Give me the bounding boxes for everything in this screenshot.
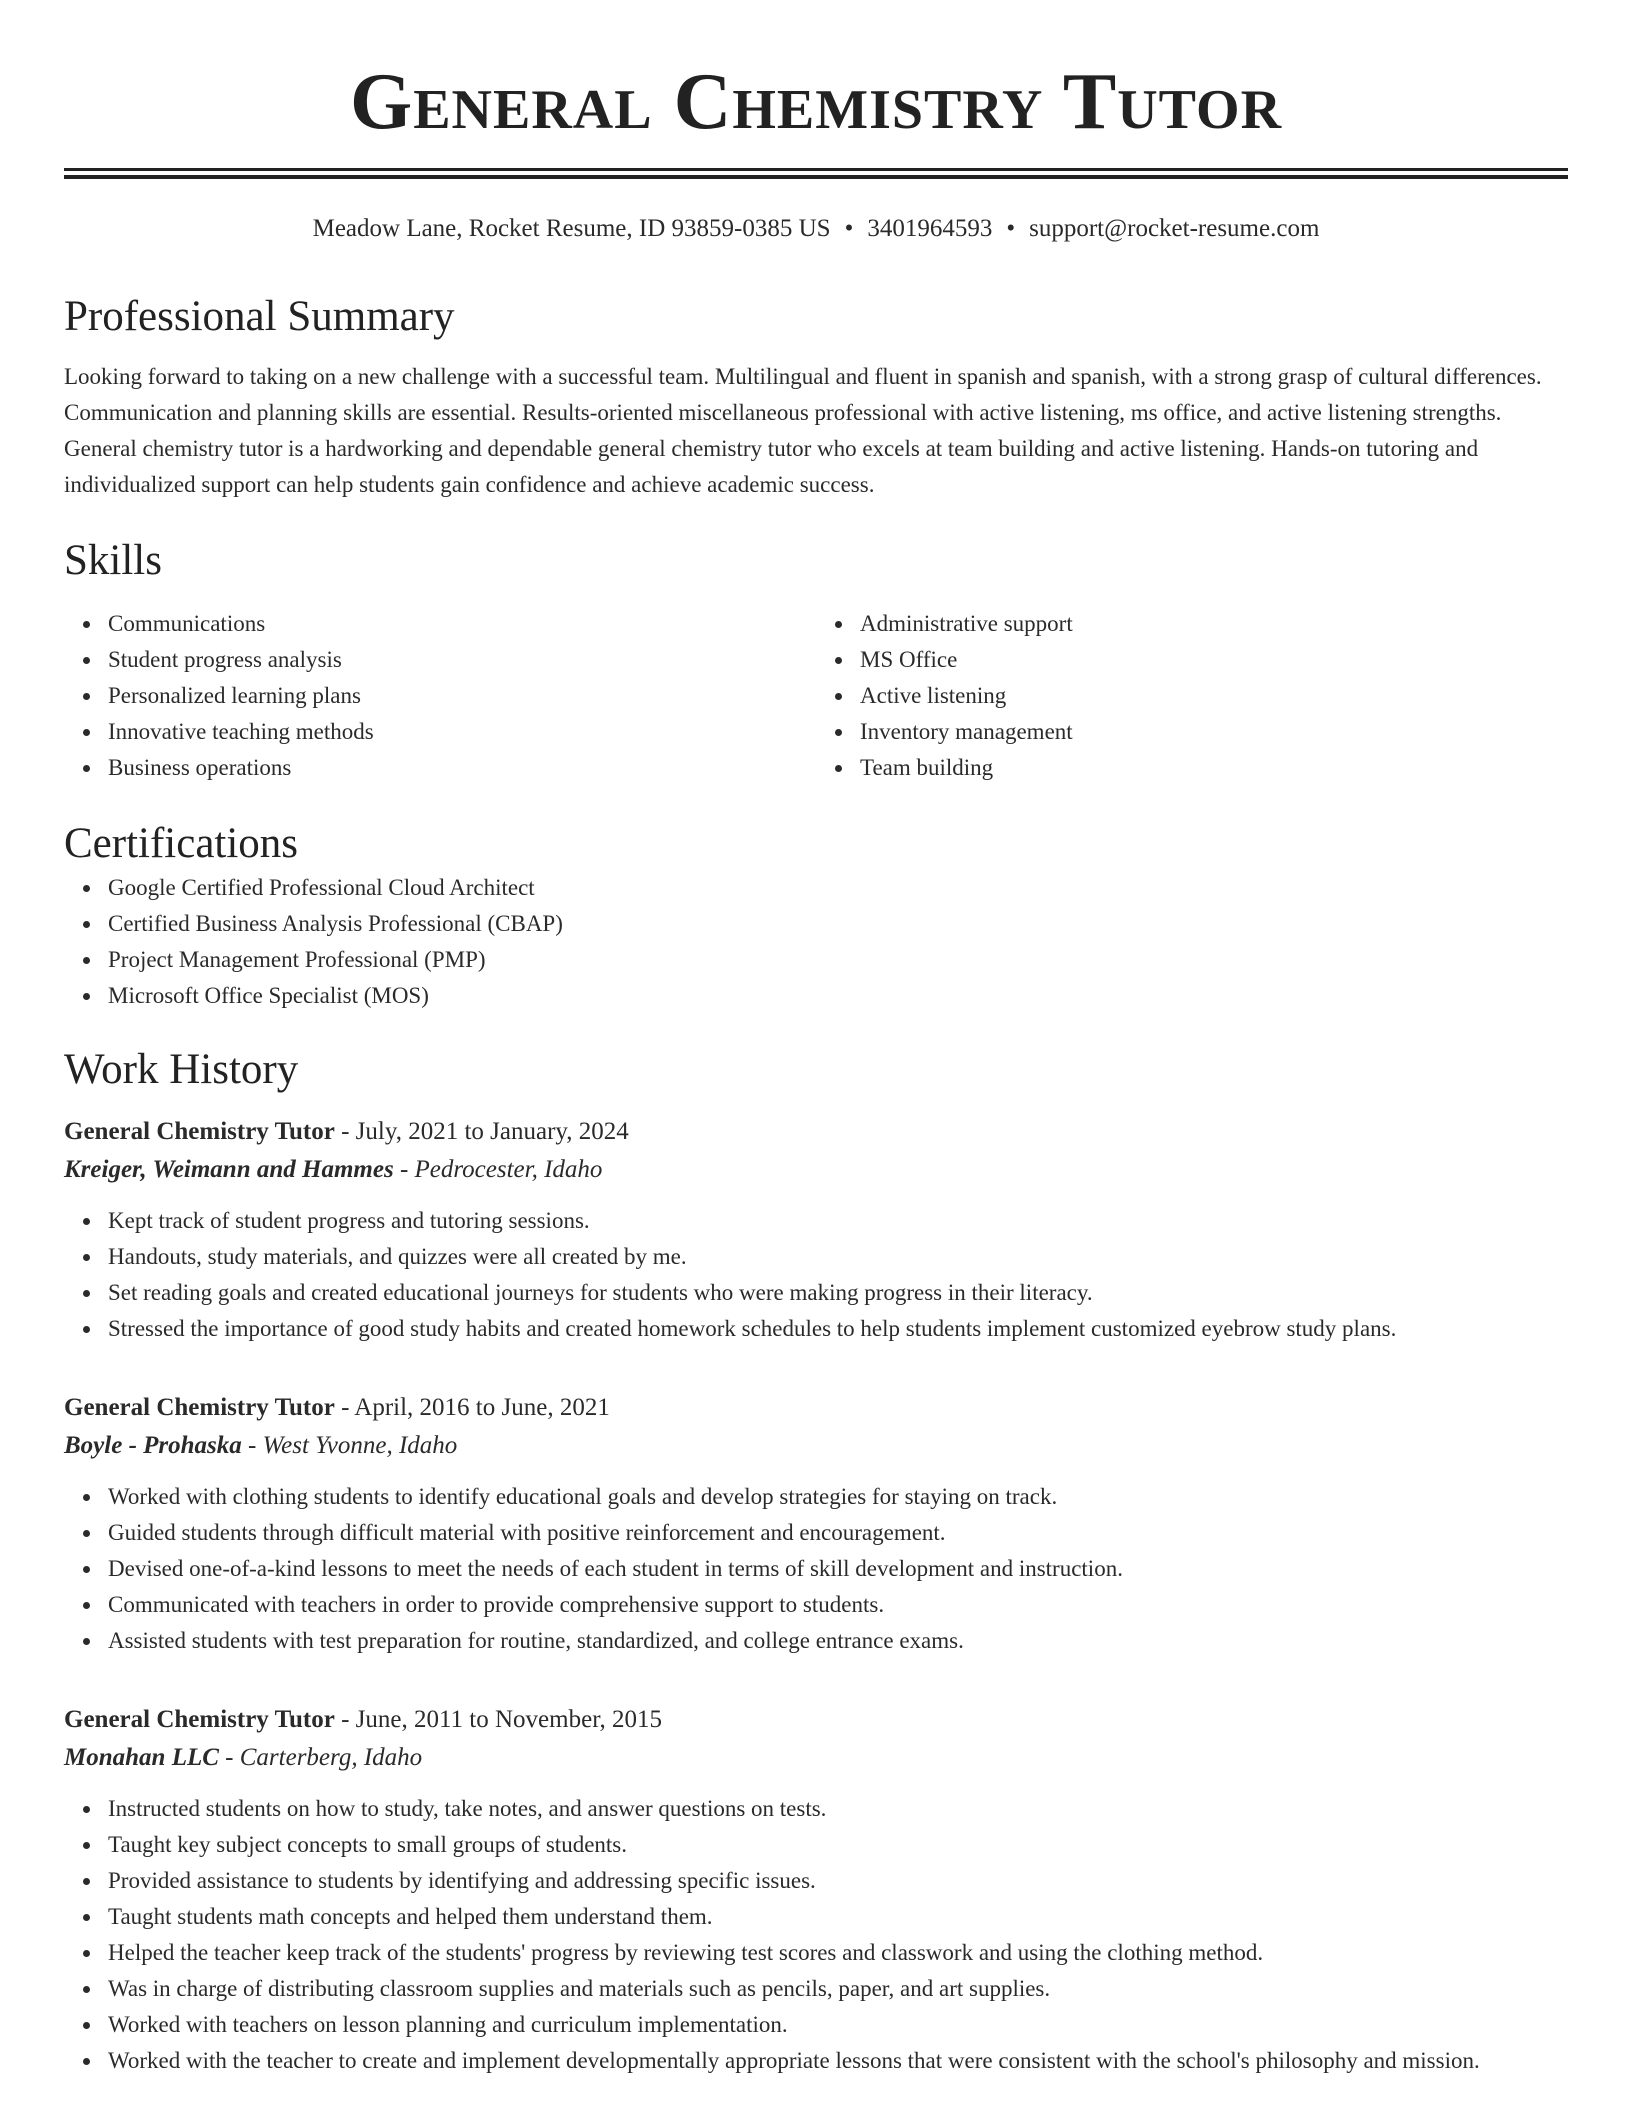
job-dates: - April, 2016 to June, 2021 <box>334 1394 610 1422</box>
job-duties <box>64 1479 1568 1659</box>
list-item: Innovative teaching methods <box>108 714 816 750</box>
resume-title: General Chemistry Tutor <box>349 58 1283 146</box>
contact-phone: 3401964593 <box>867 215 993 242</box>
job-company: Monahan LLC <box>64 1744 219 1772</box>
job-title: General Chemistry Tutor <box>64 1118 335 1146</box>
skills-column-left <box>64 606 816 786</box>
list-item: Business operations <box>108 750 816 786</box>
job-header <box>64 1113 1568 1151</box>
list-item: Google Certified Professional Cloud Architect <box>108 870 1568 906</box>
work-history-heading: Work History <box>64 1045 299 1093</box>
job-company: Kreiger, Weimann and Hammes <box>64 1156 394 1184</box>
job-entry <box>64 1389 1568 1659</box>
contact-email: support@rocket-resume.com <box>1029 215 1320 242</box>
list-item: Personalized learning plans <box>108 678 816 714</box>
list-item: Guided students through difficult material with positive reinforcement and encouragement. <box>108 1515 1568 1551</box>
list-item: Instructed students on how to study, take notes, and answer questions on tests. <box>108 1791 1568 1827</box>
list-item: Was in charge of distributing classroom supplies and materials such as pencils, paper, and art supplies. <box>108 1971 1568 2007</box>
certifications-heading: Certifications <box>64 820 299 868</box>
job-employer <box>64 1151 1568 1189</box>
job-location: - West Yvonne, Idaho <box>241 1432 458 1460</box>
list-item: Taught key subject concepts to small groups of students. <box>108 1827 1568 1863</box>
skills-grid <box>64 606 1568 786</box>
skills-section <box>64 535 1568 787</box>
list-item: Worked with clothing students to identify educational goals and develop strategies for staying on track. <box>108 1479 1568 1515</box>
certifications-list <box>64 870 1568 1014</box>
summary-text: Looking forward to taking on a new challenge with a successful team. Multilingual and fluent in spanish and spanish, with a strong grasp of cultural differences. Communication and planning skills are essential. Results-oriented miscellaneous professional with active listening, ms office, and active listening strengths. General chemistry tutor is a hardworking and dependable general chemistry tutor who excels at team building and active listening. Hands-on tutoring and individualized support can help students gain confidence and achieve academic success. <box>64 363 1542 497</box>
list-item: Kept track of student progress and tutoring sessions. <box>108 1203 1568 1239</box>
list-item: Taught students math concepts and helped them understand them. <box>108 1899 1568 1935</box>
summary-heading: Professional Summary <box>64 293 455 340</box>
list-item: Team building <box>860 750 1568 786</box>
job-location: - Carterberg, Idaho <box>218 1744 423 1772</box>
list-item: Administrative support <box>860 606 1568 642</box>
contact-separator: • <box>844 215 854 242</box>
contact-address: Meadow Lane, Rocket Resume, ID 93859-0385 US <box>312 215 831 242</box>
job-location: - Pedrocester, Idaho <box>393 1156 603 1184</box>
list-item: Certified Business Analysis Professional (CBAP) <box>108 906 1568 942</box>
list-item: Communicated with teachers in order to provide comprehensive support to students. <box>108 1587 1568 1623</box>
job-header <box>64 1701 1568 1739</box>
job-entry <box>64 1701 1568 2079</box>
contact-line <box>64 215 1568 243</box>
job-employer <box>64 1739 1568 1777</box>
contact-separator: • <box>1006 215 1016 242</box>
list-item: Provided assistance to students by identifying and addressing specific issues. <box>108 1863 1568 1899</box>
list-item: Helped the teacher keep track of the students' progress by reviewing test scores and classwork and using the clothing method. <box>108 1935 1568 1971</box>
list-item: Worked with teachers on lesson planning and curriculum implementation. <box>108 2007 1568 2043</box>
skills-heading: Skills <box>64 536 162 584</box>
job-duties <box>64 1791 1568 2079</box>
skills-list-right <box>816 606 1568 786</box>
job-dates: - July, 2021 to January, 2024 <box>334 1118 629 1146</box>
list-item: MS Office <box>860 642 1568 678</box>
job-duties <box>64 1203 1568 1347</box>
job-title: General Chemistry Tutor <box>64 1706 335 1734</box>
title-divider <box>64 168 1568 179</box>
work-history-section <box>64 1044 1568 2080</box>
list-item: Worked with the teacher to create and implement developmentally appropriate lessons that were consistent with the school's philosophy and mission. <box>108 2043 1568 2079</box>
list-item: Project Management Professional (PMP) <box>108 942 1568 978</box>
job-header <box>64 1389 1568 1427</box>
job-dates: - June, 2011 to November, 2015 <box>334 1706 663 1734</box>
list-item: Handouts, study materials, and quizzes were all created by me. <box>108 1239 1568 1275</box>
list-item: Active listening <box>860 678 1568 714</box>
skills-column-right <box>816 606 1568 786</box>
job-title: General Chemistry Tutor <box>64 1394 335 1422</box>
list-item: Communications <box>108 606 816 642</box>
job-employer <box>64 1427 1568 1465</box>
list-item: Inventory management <box>860 714 1568 750</box>
skills-list-left <box>64 606 816 786</box>
summary-section <box>64 291 1568 503</box>
job-entry <box>64 1113 1568 1347</box>
list-item: Assisted students with test preparation for routine, standardized, and college entrance exams. <box>108 1623 1568 1659</box>
certifications-section <box>64 818 1568 1014</box>
job-company: Boyle - Prohaska <box>64 1432 242 1460</box>
list-item: Devised one-of-a-kind lessons to meet the needs of each student in terms of skill development and instruction. <box>108 1551 1568 1587</box>
list-item: Microsoft Office Specialist (MOS) <box>108 978 1568 1014</box>
list-item: Set reading goals and created educational journeys for students who were making progress in their literacy. <box>108 1275 1568 1311</box>
list-item: Stressed the importance of good study habits and created homework schedules to help students implement customized eyebrow study plans. <box>108 1311 1568 1347</box>
list-item: Student progress analysis <box>108 642 816 678</box>
